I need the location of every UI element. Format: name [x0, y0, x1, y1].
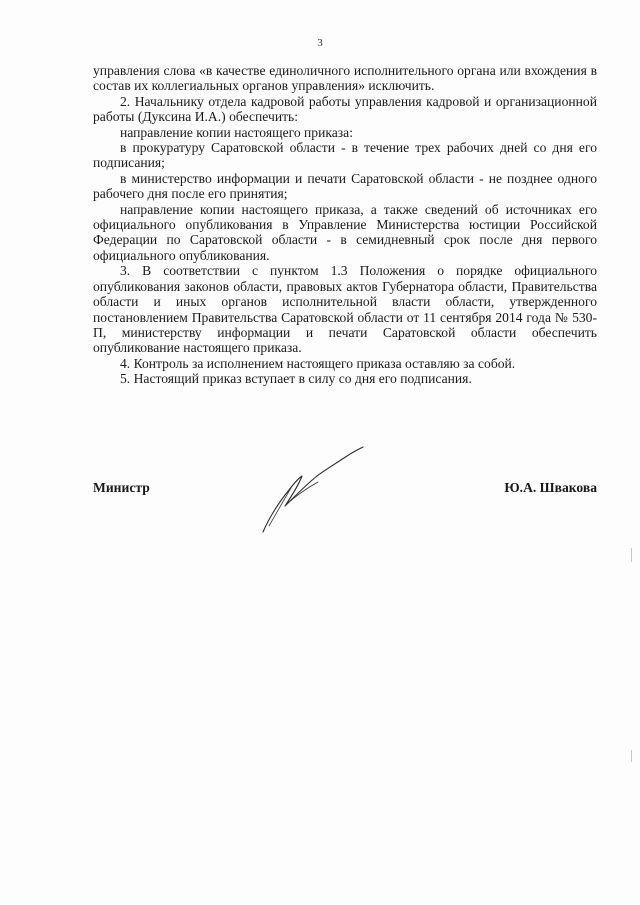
paragraph-copy-direction: направление копии настоящего приказа:: [120, 124, 353, 140]
signer-position: Министр: [93, 480, 150, 495]
paragraph-ministry-info: в министерство информации и печати Саратовской области - не позднее одного рабочего дня после его принятия;: [93, 170, 597, 202]
paragraph-item-4: 4. Контроль за исполнением настоящего приказа оставляю за собой.: [120, 355, 516, 371]
paragraph-continuation: управления слова «в качестве единоличного исполнительного органа или вхождения в состав их коллегиальных органов управления» исключить.: [93, 63, 597, 94]
paragraph-justice: направление копии настоящего приказа, а также сведений об источниках его официального опубликования в Управление Министерства юстиции Российской Федерации по Саратовской области - в семидневный срок после дня первого официального опубликования.: [93, 201, 597, 263]
scan-edge-mark: [631, 750, 632, 762]
scan-edge-mark: [631, 548, 632, 562]
paragraph-item-2: 2. Начальнику отдела кадровой работы управления кадровой и организационной работы (Дуксина И.А.) обеспечить:: [93, 93, 597, 125]
paragraph-item-5: 5. Настоящий приказ вступает в силу со дня его подписания.: [120, 371, 472, 387]
signature-block: [93, 480, 597, 502]
page-number: 3: [317, 37, 323, 49]
signer-name: Ю.А. Шваковa: [504, 480, 597, 495]
document-body: [93, 63, 597, 387]
paragraph-prosecutor: в прокуратуру Саратовской области - в течение трех рабочих дней со дня его подписания;: [93, 140, 597, 171]
paragraph-item-3: 3. В соответствии с пунктом 1.3 Положения о порядке официального опубликования законов области, правовых актов Губернатора области, Правительства области и иных органов исполнительной власти области, утвержденного постановлением Правительства Саратовской области от 11 сентября 2014 года № 530-П, министерству информации и печати Саратовской области обеспечить опубликование настоящего приказа.: [93, 263, 597, 356]
